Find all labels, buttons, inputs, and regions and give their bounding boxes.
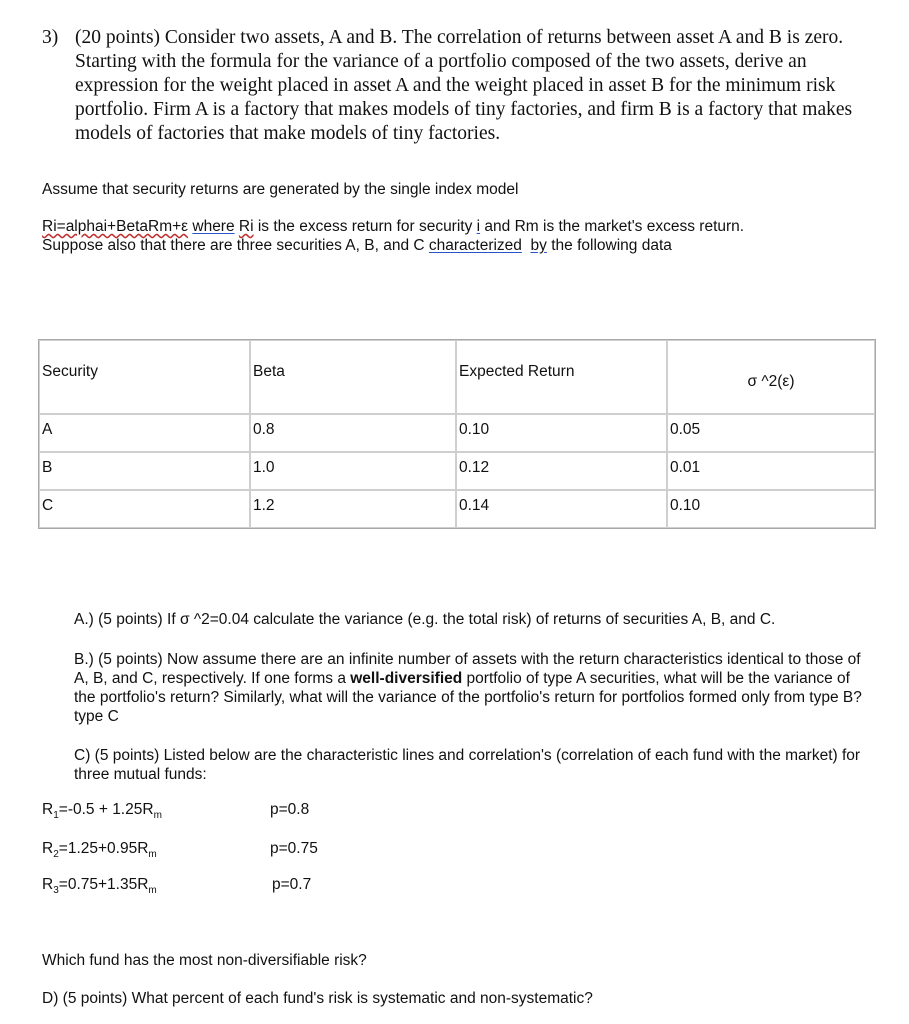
table-row — [39, 490, 875, 528]
question-number: 3) — [42, 27, 59, 48]
which-fund-question: Which fund has the most non-diversifiable risk? — [42, 952, 367, 969]
fund-2-equation: $R_2=1.25+0.95R_m$ — [42, 840, 157, 861]
where-word: where — [192, 218, 235, 235]
cell-residual-variance: 0.10 — [667, 490, 875, 528]
i-symbol: i — [476, 218, 481, 235]
cell-expected-return: 0.14 — [456, 490, 667, 528]
intro-line-1: Assume that security returns are generated by the single index model — [42, 181, 519, 198]
header-residual-variance: σ ^2(ε) — [667, 340, 875, 414]
intro-line-3: Suppose also that there are three securities A, B, and C characterized by the following data — [42, 237, 672, 254]
securities-table — [38, 339, 876, 529]
cell-beta: 1.0 — [250, 452, 456, 490]
cell-residual-variance: 0.05 — [667, 414, 875, 452]
table-row — [39, 414, 875, 452]
question-3-text: (20 points) Consider two assets, A and B. The correlation of returns between asset A and B is zero. Starting with the formula for the variance of a portfolio composed of the two assets, derive an expression for the weight placed in asset A and the weight placed in asset B for the minimum risk portfolio. Firm A is a factory that makes models of tiny factories, and firm B is a factory that makes models of factories that make models of tiny factories. — [75, 27, 853, 144]
header-beta: Beta — [250, 340, 456, 414]
cell-beta: 1.2 — [250, 490, 456, 528]
part-c: C) (5 points) Listed below are the characteristic lines and correlation's (correlation of each fund with the market) for three mutual funds: — [74, 747, 861, 783]
cell-security: C — [39, 490, 250, 528]
table-header-row — [39, 340, 875, 414]
fund-3-correlation: p=0.7 — [272, 876, 312, 893]
part-b: B.) (5 points) Now assume there are an infinite number of assets with the return characteristics identical to those of A, B, and C, respectively. If one forms a well-diversified portfolio of type A securities, what will be the variance of the portfolio's return? Similarly, what will the variance of the portfolio's return for portfolios formed only from type B? type C — [74, 651, 862, 725]
well-diversified-bold: well-diversified — [350, 670, 463, 687]
cell-security: B — [39, 452, 250, 490]
fund-2-correlation: p=0.75 — [270, 840, 318, 857]
fund-1-correlation: p=0.8 — [270, 801, 310, 818]
header-expected-return: Expected Return — [456, 340, 667, 414]
cell-expected-return: 0.12 — [456, 452, 667, 490]
ri-symbol: Ri — [238, 218, 254, 235]
model-formula: Ri=alphai+BetaRm+ε — [42, 218, 189, 235]
question-3 — [42, 26, 882, 146]
intro-line-2: Ri=alphai+BetaRm+ε where Ri is the excess return for security i and Rm is the market's excess return. — [42, 218, 745, 235]
table-row — [39, 452, 875, 490]
characterized-word: characterized — [428, 237, 522, 254]
fund-3-equation: $R_3=0.75+1.35R_m$ — [42, 876, 157, 897]
cell-residual-variance: 0.01 — [667, 452, 875, 490]
by-word: by — [530, 237, 547, 254]
part-d: D) (5 points) What percent of each fund's risk is systematic and non-systematic? — [42, 990, 593, 1007]
cell-security: A — [39, 414, 250, 452]
cell-beta: 0.8 — [250, 414, 456, 452]
cell-expected-return: 0.10 — [456, 414, 667, 452]
fund-1-equation: $R_1=-0.5 + 1.25R_m$ — [42, 801, 162, 822]
part-a: A.) (5 points) If σ ^2=0.04 calculate the variance (e.g. the total risk) of returns of securities A, B, and C. — [74, 611, 776, 628]
header-security: Security — [39, 340, 250, 414]
